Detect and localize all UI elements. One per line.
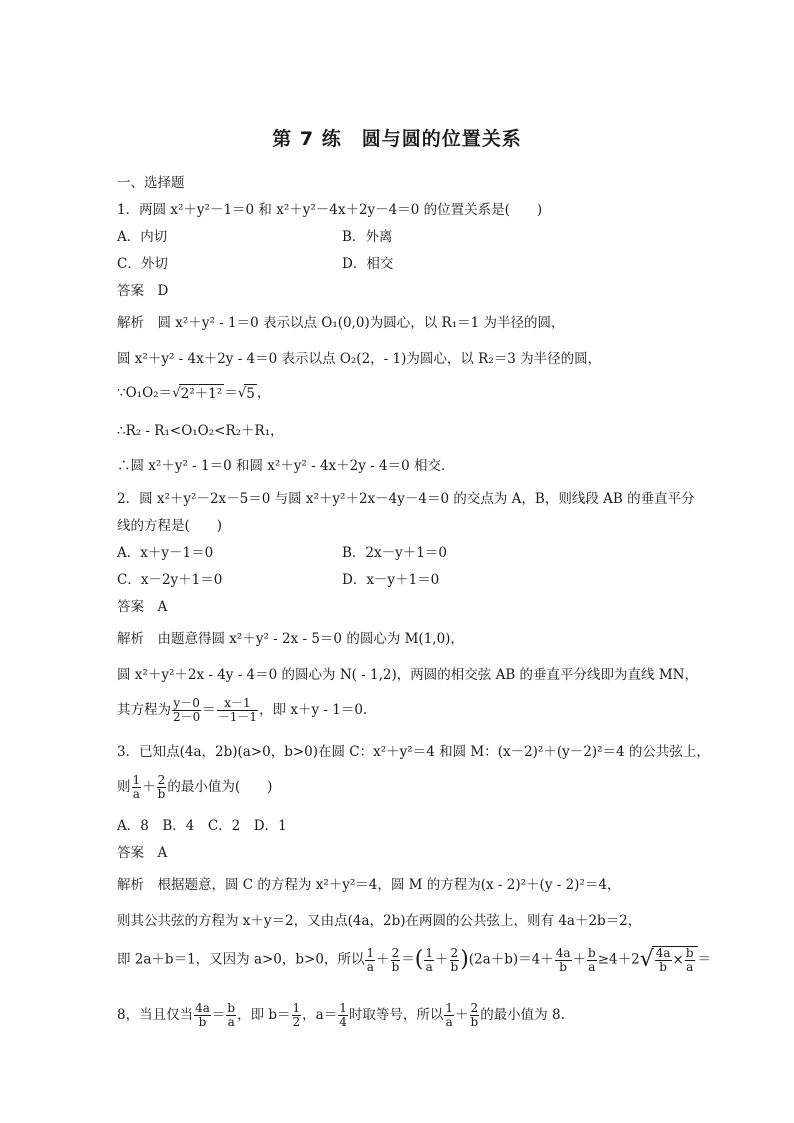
denominator: b	[450, 959, 459, 974]
page-title: 第 7 练 圆与圆的位置关系	[272, 128, 522, 150]
plus: ＋	[142, 779, 156, 795]
fraction	[587, 947, 597, 974]
fraction	[655, 947, 672, 974]
q2-stem-line1: 2．圆 x²＋y²－2x－5＝0 与圆 x²＋y²＋2x－4y－4＝0 的交点为 A，B，则线段 AB 的垂直平分	[117, 491, 695, 507]
fraction	[217, 697, 258, 724]
q3-sol4-mid3: 时取等号，所以	[348, 1007, 444, 1023]
fraction	[685, 947, 695, 974]
numerator: 4a	[655, 946, 671, 960]
q1-sol3-radicand2: 5	[246, 386, 255, 402]
q3-solution-line4: 8，当且仅当 $\frac{4a}{b}$ ＝ $\frac{b}{a}$ ，即 b＝ $\frac{1}{2}$ ，a＝ $\frac{1}{4}$ 时取等号，所以 $\frac{1}{a}$ ＋ $\frac{2}{b}$ 的最小值为 8.	[117, 1001, 565, 1029]
fraction	[157, 774, 167, 801]
denominator: b	[559, 959, 567, 974]
denominator: 4	[339, 1015, 347, 1029]
q2-solution-line3	[117, 697, 367, 724]
q2-option-d: D．x－y＋1＝0	[342, 572, 440, 588]
q1-solution-line3	[117, 384, 270, 403]
q1-stem: 1．两圆 x²＋y²－1＝0 和 x²＋y²－4x＋2y－4＝0 的位置关系是( )	[117, 202, 543, 218]
denominator: a	[588, 959, 596, 974]
fraction	[365, 947, 375, 974]
numerator: 1	[339, 1001, 347, 1015]
fraction	[470, 1002, 480, 1029]
q3-solution-line3: 即 2a＋b＝1，又因为 a>0，b>0，所以 $\frac{1}{a}$ ＋ $\frac{2}{b}$ ＝( $\frac{1}{a}$ ＋ $\frac{2}{b}$ )(2a＋b)＝4＋ $\frac{4a}{b}$ ＋ $\frac{b}{a}$ ≥4＋2√ $\frac{4a}{b}$ × $\frac{b}{a}$ ＝	[117, 945, 712, 974]
numerator: 4a	[555, 945, 571, 960]
denominator: b	[659, 960, 667, 974]
denominator: a	[132, 787, 140, 801]
numerator: 4a	[195, 1001, 210, 1015]
q2-answer: 答案 A	[117, 599, 168, 615]
q3-stem2-pre: 则	[117, 779, 131, 795]
q3-sol3-mid: (2a＋b)＝4＋	[468, 951, 554, 968]
q1-sol3-mid: ＝	[224, 385, 238, 401]
q2-sol3-post: ，即 x＋y - 1＝0.	[259, 702, 368, 718]
q1-sol3-pre: ∵O₁O₂＝	[117, 385, 173, 401]
numerator: 2	[391, 945, 400, 960]
q3-sol4-end: 的最小值为 8.	[480, 1007, 565, 1023]
sqrt-sign: √	[172, 385, 181, 401]
fraction	[226, 1002, 236, 1029]
sqrt-sign: √	[639, 947, 654, 972]
denominator: a	[686, 960, 694, 974]
q1-solution-line5: ∴圆 x²＋y² - 1＝0 和圆 x²＋y² - 4x＋2y - 4＝0 相交．	[117, 458, 455, 474]
q2-stem-line2: 线的方程是( )	[117, 518, 223, 534]
q2-option-a: A．x＋y－1＝0	[117, 545, 214, 561]
q3-stem-line1: 3．已知点(4a，2b)(a>0，b>0)在圆 C：x²＋y²＝4 和圆 M：(x－2)²＋(y－2)²＝4 的公共弦上，	[117, 744, 710, 760]
q2-solution-line1: 解析 由题意得圆 x²＋y² - 2x - 5＝0 的圆心为 M(1,0)，	[117, 631, 464, 647]
numerator: 1	[425, 945, 434, 960]
denominator: b	[391, 959, 400, 974]
q1-solution-line1: 解析 圆 x²＋y² - 1＝0 表示以点 O₁(0,0)为圆心，以 R₁＝1 为半径的圆，	[117, 315, 565, 331]
numerator: 2	[450, 945, 459, 960]
fraction	[424, 947, 434, 974]
q3-stem-line2	[117, 774, 272, 801]
denominator: a	[425, 959, 433, 974]
fraction	[450, 947, 460, 974]
fraction	[555, 947, 572, 974]
q1-sol3-radicand: 2²＋1²	[180, 386, 223, 402]
q3-sol4-pre: 8，当且仅当	[117, 1007, 194, 1023]
numerator: 2	[470, 1001, 479, 1015]
q2-sol3-pre: 其方程为	[117, 702, 171, 718]
q3-answer: 答案 A	[117, 845, 168, 861]
radicand	[652, 946, 698, 974]
q3-sol4-mid1: ，即 b＝	[237, 1007, 291, 1023]
q1-option-a: A．内切	[117, 229, 168, 245]
denominator: －1－1	[217, 710, 258, 724]
q1-solution-line4: ∴R₂ - R₁<O₁O₂<R₂＋R₁，	[117, 423, 284, 439]
sqrt-sign: √	[237, 385, 247, 401]
denominator: a	[227, 1015, 235, 1029]
q3-sol4-mid2: ，a＝	[302, 1007, 338, 1023]
denominator: 2	[292, 1015, 301, 1029]
fraction	[338, 1002, 348, 1029]
numerator: 1	[445, 1001, 453, 1015]
q2-option-b: B．2x－y＋1＝0	[342, 545, 447, 561]
numerator: 1	[292, 1001, 301, 1015]
fraction	[194, 1002, 211, 1029]
q1-sol3-post: ，	[256, 385, 271, 401]
q3-stem2-post: 的最小值为( )	[167, 779, 273, 795]
q1-option-b: B．外离	[342, 229, 393, 245]
numerator: y－0	[173, 696, 200, 710]
numerator: 1	[366, 945, 375, 960]
fraction	[132, 774, 142, 801]
right-paren: )	[460, 947, 469, 972]
left-paren: (	[414, 947, 424, 972]
q3-solution-line2: 则其公共弦的方程为 x＋y＝2，又由点(4a，2b)在两圆的公共弦上，则有 4a＋2b＝2，	[117, 913, 642, 929]
q3-sol3-ge: ≥4＋2	[597, 951, 640, 968]
numerator: x－1	[217, 697, 258, 711]
numerator: b	[227, 1001, 236, 1015]
fraction	[391, 947, 401, 974]
numerator: b	[588, 945, 596, 960]
numerator: 2	[157, 773, 166, 787]
q1-option-d: D．相交	[342, 256, 394, 272]
denominator: a	[366, 959, 374, 974]
q1-solution-line2: 圆 x²＋y² - 4x＋2y - 4＝0 表示以点 O₂(2，- 1)为圆心，以 R₂＝3 为半径的圆，	[117, 351, 602, 367]
q2-solution-line2: 圆 x²＋y²＋2x - 4y - 4＝0 的圆心为 N( - 1,2)，两圆的相交弦 AB 的垂直平分线即为直线 MN，	[117, 667, 698, 683]
denominator: a	[445, 1015, 453, 1029]
times: ×	[672, 952, 684, 968]
denominator: b	[470, 1015, 479, 1029]
q2-option-c: C．x－2y＋1＝0	[117, 572, 223, 588]
denominator: 2－0	[173, 710, 201, 724]
denominator: b	[198, 1015, 207, 1029]
numerator: 1	[132, 773, 141, 787]
q3-sol3-pre: 即 2a＋b＝1，又因为 a>0，b>0，所以	[117, 951, 365, 968]
q3-solution-line1: 解析 根据题意，圆 C 的方程为 x²＋y²＝4，圆 M 的方程为(x - 2)²＋(y - 2)²＝4，	[117, 877, 621, 893]
section-heading: 一、选择题	[117, 175, 185, 191]
fraction	[444, 1002, 454, 1029]
q3-options: A．8 B．4 C．2 D．1	[117, 818, 287, 834]
fraction	[292, 1002, 302, 1029]
q1-option-c: C．外切	[117, 256, 168, 272]
q1-answer: 答案 D	[117, 283, 169, 299]
numerator: b	[685, 946, 694, 960]
q3-sol3-end: ＝	[697, 951, 712, 968]
fraction	[172, 697, 201, 724]
equals: ＝	[202, 702, 216, 718]
denominator: b	[157, 787, 166, 801]
